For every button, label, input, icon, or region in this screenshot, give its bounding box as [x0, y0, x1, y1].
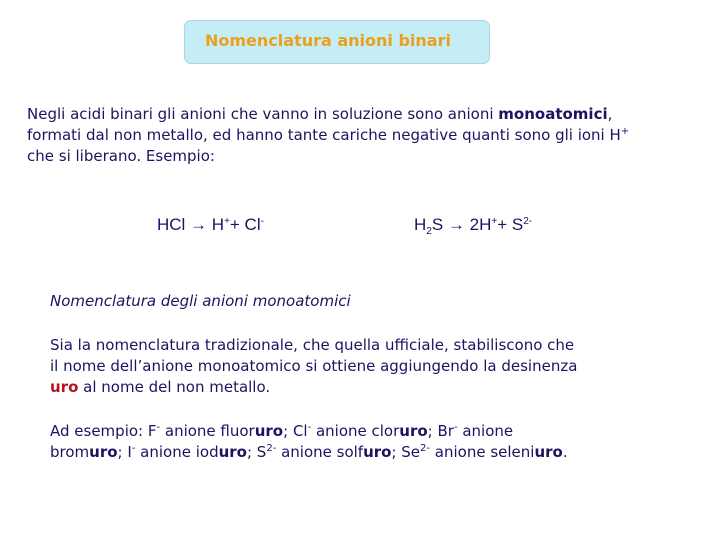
text-segment: S → 2H [431, 215, 492, 234]
text-sup: - [260, 216, 264, 227]
text-sup: 2- [266, 443, 277, 454]
text-segment: anione solf [276, 443, 364, 461]
rule-paragraph [50, 335, 577, 398]
text-segment: ; S [246, 443, 267, 461]
equation-h2s [414, 214, 532, 235]
text-segment: al nome del non metallo. [78, 378, 271, 396]
text-segment: H [414, 215, 427, 234]
text-segment: ; Br [427, 422, 454, 440]
text-sup: + [224, 216, 230, 227]
text-segment: Negli acidi binari gli anioni che vanno in soluzione sono anioni [27, 105, 499, 123]
text-sup: 2- [420, 443, 431, 454]
text-sup: - [307, 422, 312, 433]
text-sup: 2- [523, 216, 533, 227]
text-segment: il nome dell’anione monoatomico si ottiene aggiungendo la desinenza [50, 357, 578, 375]
text-segment: . [562, 443, 568, 461]
equation-hcl [157, 214, 264, 235]
text-segment: Ad esempio: F [50, 422, 157, 440]
text-segment: che si liberano. Esempio: [27, 147, 215, 165]
text-segment: ; Cl [283, 422, 308, 440]
text-segment: + Cl [229, 215, 261, 234]
text-sup: - [156, 422, 161, 433]
text-segment: + S [497, 215, 524, 234]
text-b: monoatomici [498, 105, 608, 123]
text-b: uro [218, 443, 247, 461]
text-segment: formati dal non metallo, ed hanno tante cariche negative quanti sono gli ioni H [27, 126, 621, 144]
text-sup: + [491, 216, 498, 227]
text-segment: Sia la nomenclatura tradizionale, che quella ufficiale, stabiliscono che [50, 336, 575, 354]
text-b: uro [399, 422, 428, 440]
text-sup: - [453, 422, 458, 433]
section-subtitle: Nomenclatura degli anioni monoatomici [50, 292, 351, 310]
text-segment: anione fluor [160, 422, 255, 440]
text-b: uro [254, 422, 284, 440]
text-segment: anione clor [311, 422, 400, 440]
text-segment: anione seleni [430, 443, 535, 461]
slide-title: Nomenclatura anioni binari [205, 31, 451, 50]
text-segment: anione iod [135, 443, 219, 461]
text-b: uro [89, 443, 118, 461]
text-red: uro [50, 378, 79, 396]
text-segment: ; Se [391, 443, 421, 461]
intro-paragraph [27, 104, 629, 167]
examples-paragraph [50, 421, 568, 463]
text-sup: + [620, 126, 630, 137]
text-sup: - [131, 443, 136, 454]
text-segment: brom [50, 443, 90, 461]
text-segment: anione [457, 422, 514, 440]
text-sub: 2 [426, 226, 432, 237]
text-segment: HCl → H [157, 215, 225, 234]
title-box [184, 20, 490, 64]
text-b: uro [363, 443, 392, 461]
text-segment: ; I [117, 443, 132, 461]
text-b: uro [534, 443, 563, 461]
text-segment: , [607, 105, 613, 123]
